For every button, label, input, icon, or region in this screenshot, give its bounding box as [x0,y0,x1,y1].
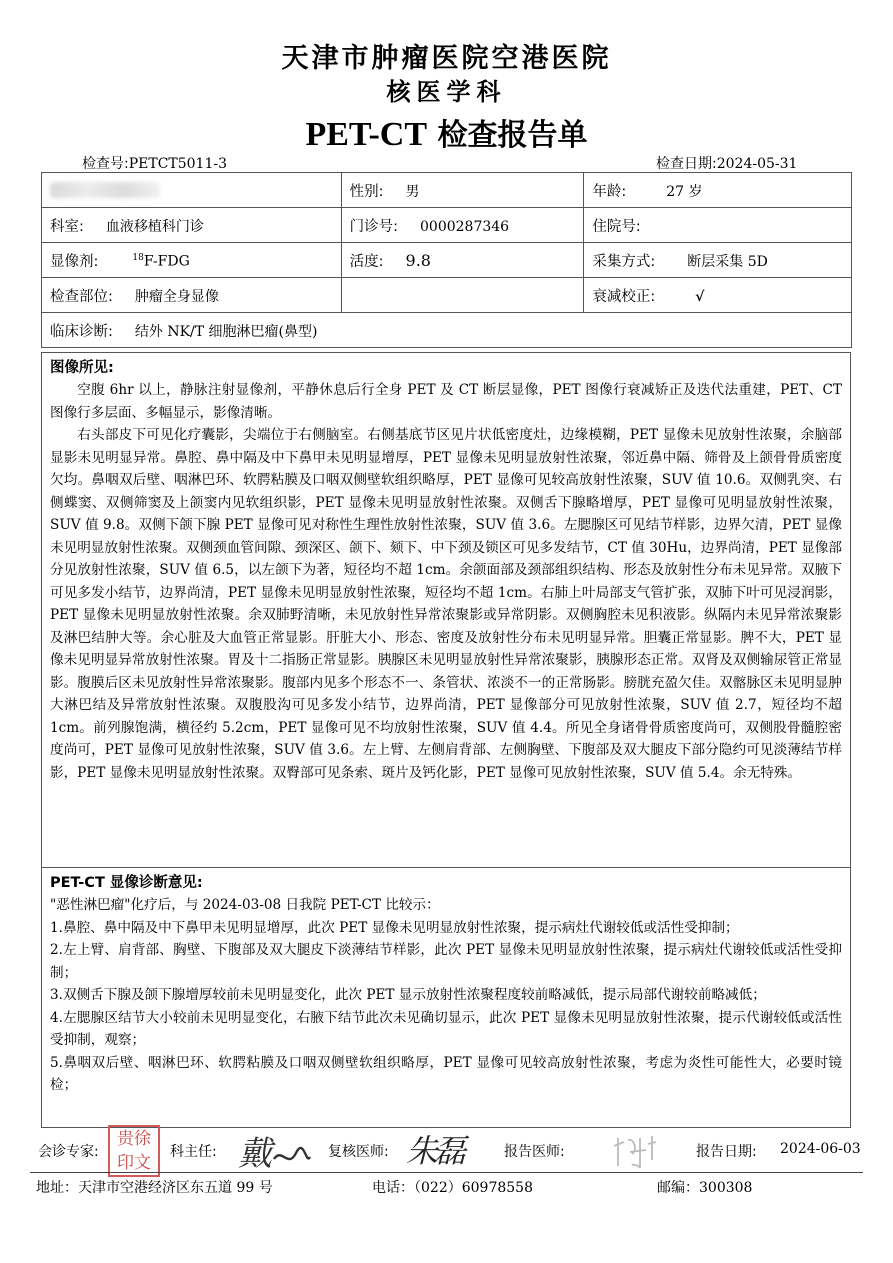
dept-value: 血液移植科门诊 [105,218,204,235]
clinic-no-value: 0000287346 [420,218,510,235]
findings-section [41,352,851,868]
agent-value [98,253,189,270]
reporter-label: 报告医师: [504,1144,565,1160]
attenuation-check: √ [695,288,705,305]
exam-number-label: 检查号: [82,156,129,172]
review-label: 复核医师: [328,1144,389,1160]
seal-line-1: 贵徐 [117,1129,151,1149]
inpatient-no-label: 住院号: [592,218,641,235]
findings-paragraph-2: 右头部皮下可见化疗囊影，尖端位于右侧脑室。右侧基底节区见片状低密度灶，边缘模糊，PET 显像未见放射性浓聚，余脑部显影未见明显异常。鼻腔、鼻中隔及中下鼻甲未见明显增厚，PET 显像未见明显放射性浓聚，邻近鼻中隔、筛骨及上颌骨骨质密度欠均。鼻咽双后壁、咽淋巴环、软腭粘膜及口咽双侧壁软组织略厚，PET 显像可见较高放射性浓聚，SUV 值 10.6。双侧乳突、右侧蝶窦、双侧筛窦及上颌窦内见软组织影，PET 显像未见明显放射性浓聚。双侧舌下腺略增厚，PET 显像可见明显放射性浓聚，SUV 值 9.8。双侧下颌下腺 PET 显像可见对称性生理性放射性浓聚，SUV 值 3.6。左腮腺区可见结节样影，边界欠清，PET 显像未见明显放射性浓聚。双侧颈血管间隙、颈深区、颌下、颏下、中下颈及锁区可见多发结节，CT 值 30Hu，边界尚清，PET 显像部分见放射性浓聚，SUV 值 6.5，以左颌下为著，短径均不超 1cm。余颌面部及颈部组织结构、形态及放射性分布未见异常。双腋下可见多发小结节，边界尚清，PET 显像未见明显放射性浓聚，短径均不超 1cm。右肺上叶局部支气管扩张，双肺下叶可见浸润影，PET 显像未见明显放射性浓聚。余双肺野清晰，未见放射性异常浓聚影或异常阴影。双侧胸腔未见积液影。纵隔内未见异常浓聚影及淋巴结肿大等。余心脏及大血管正常显影。肝脏大小、形态、密度及放射性分布未见明显异常。胆囊正常显影。脾不大，PET 显像未见明显异常放射性浓聚。胃及十二指肠正常显影。胰腺区未见明显放射性异常浓聚影，胰腺形态正常。双肾及双侧输尿管正常显影。腹膜后区未见放射性异常浓聚影。腹部内见多个形态不一、条管状、浓淡不一的正常肠影。膀胱充盈欠佳。双髂脉区未见明显肿大淋巴结及异常放射性浓聚。双腹股沟可见多发小结节，边界尚清，PET 显像部分可见放射性浓聚，SUV 值 2.7，短径均不超 1cm。前列腺饱满，横径约 5.2cm，PET 显像可见不均放射性浓聚，SUV 值 4.4。所见全身诸骨骨质密度尚可，双侧股骨髓腔密度尚可，PET 显像可见放射性浓聚，SUV 值 3.6。左上臂、左侧肩背部、左侧胸壁、下腹部及双大腿皮下部分隐约可见淡薄结节样影，PET 显像未见明显放射性浓聚。双臀部可见条索、斑片及钙化影，PET 显像可见放射性浓聚，SUV 值 5.4。余无特殊。 [50,427,842,781]
footer-phone: 电话：（022）60978558 [372,1180,533,1196]
signature-scribble [272,1139,312,1173]
diagnosis-item: 2.左上臂、肩背部、胸壁、下腹部及双大腿皮下淡薄结节样影，此次 PET 显像未见明显放射性浓聚，提示病灶代谢较低或活性受抑制； [50,942,842,981]
exam-date-value: 2024-05-31 [716,156,798,172]
reporter-signature [612,1132,662,1174]
diagnosis-section [41,867,851,1128]
diagnosis-item: 5.鼻咽双后壁、咽淋巴环、软腭粘膜及口咽双侧壁软组织略厚，PET 显像可见较高放射性浓聚，考虑为炎性可能性大，必要时镜检； [50,1054,842,1093]
clinic-no-label: 门诊号: [349,218,399,235]
exam-number [82,153,227,173]
agent-isotope: 18 [132,252,144,263]
patient-info-table [41,172,852,348]
chief-label: 科主任: [170,1144,217,1160]
seal-line-2: 印文 [117,1153,151,1173]
dept-label: 科室: [50,218,84,235]
diagnosis-heading: PET-CT 显像诊断意见: [50,875,203,891]
diagnosis-intro: "恶性淋巴瘤"化疗后，与 2024-03-08 日我院 PET-CT 比较示： [50,897,440,913]
findings-heading: 图像所见: [50,360,114,376]
site-label: 检查部位: [50,288,113,305]
footer-divider [30,1172,863,1173]
consult-label: 会诊专家: [38,1144,99,1160]
hospital-name: 天津市肿瘤医院空港医院 [281,43,612,74]
exam-number-value: PETCT5011-3 [128,156,228,172]
footer-postcode: 邮编：300308 [657,1180,753,1196]
chief-signature-text: 戴 [238,1134,272,1174]
sex-value: 男 [405,183,420,200]
chief-signature [238,1126,312,1175]
report-date-label: 报告日期: [696,1144,757,1160]
redacted-name [50,182,160,198]
consultant-seal [108,1125,160,1177]
review-signature: 朱磊 [406,1132,463,1170]
department-name: 核医学科 [386,78,507,106]
diagnosis-item: 3.双侧舌下腺及颌下腺增厚较前未见明显变化，此次 PET 显示放射性浓聚程度较前略减低，提示局部代谢较前略减低； [50,987,766,1003]
report-date-value: 2024-06-03 [780,1141,861,1157]
patient-name-cell [42,173,342,208]
exam-date-label: 检查日期: [656,156,717,172]
empty-cell [341,278,584,313]
activity-value: 9.8 [405,250,431,270]
acquisition-value: 断层采集 5D [687,253,768,270]
acquisition-label: 采集方式: [592,253,656,270]
sex-label: 性别: [349,183,384,200]
report-title [0,110,893,154]
activity-label: 活度: [349,253,384,270]
findings-paragraph-1: 空腹 6hr 以上，静脉注射显像剂，平静休息后行全身 PET 及 CT 断层显像，PET 图像行衰减矫正及迭代法重建，PET、CT 图像行多层面、多幅显示，影像清晰。 [50,382,842,421]
diagnosis-item: 1.鼻腔、鼻中隔及中下鼻甲未见明显增厚，此次 PET 显像未见明显放射性浓聚，提示病灶代谢较低或活性受抑制； [50,919,739,936]
report-title-cn: 检查报告单 [427,118,588,153]
site-value: 肿瘤全身显像 [134,288,219,305]
footer-address: 地址：天津市空港经济区东五道 99 号 [36,1180,273,1196]
agent-name: F-FDG [143,253,190,270]
report-title-en: PET-CT [305,116,428,153]
reporter-signature-scribble [612,1132,662,1170]
clinical-value: 结外 NK/T 细胞淋巴瘤(鼻型) [134,323,318,340]
age-value: 27 岁 [666,183,703,200]
diagnosis-item: 4.左腮腺区结节大小较前未见明显变化，右腋下结节此次未见确切显示，此次 PET 显像未见明显放射性浓聚，提示代谢较低或活性受抑制，观察； [50,1009,842,1048]
age-label: 年龄: [592,183,627,200]
agent-label: 显像剂: [50,253,99,270]
clinical-label: 临床诊断: [50,323,113,340]
exam-date [656,153,797,173]
attenuation-label: 衰减校正: [592,288,656,305]
